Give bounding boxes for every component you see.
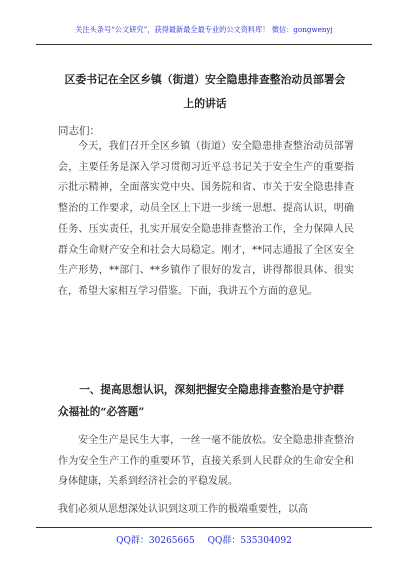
section-paragraph: 安全生产是民生大事，一丝一毫不能放松。安全隐患排查整治作为安全生产工作的重要环节，直接关系到人民群众的生命安全和身体健康，关系到经济社会的平稳发展。 (58, 435, 354, 488)
footer-divider (36, 527, 372, 528)
document-title: 区委书记在全区乡镇（街道）安全隐患排查整治动员部署会上的讲话 (64, 73, 346, 110)
salutation: 同志们： (58, 125, 100, 137)
section-heading: 一、提高思想认识，深刻把握安全隐患排查整治是守护群众福祉的“必答题” (58, 384, 345, 418)
section-paragraph-continued: 我们必须从思想深处认识到这项工作的极端重要性，以高 (58, 504, 308, 515)
intro-paragraph: 今天，我们召开全区乡镇（街道）安全隐患排查整治动员部署会，主要任务是深入学习贯彻习近平总书记关于安全生产的重要指示批示精神，全面落实党中央、国务院和省、市关于安全隐患排查整治的工作要求，动员全区上下进一步统一思想、提高认识，明确任务、压实责任，扎实开展安全隐患排查整治工作，全力保障人民群众生命财产安全和社会大局稳定。刚才，**同志通报了全区安全生产形势，**部门、**乡镇作了很好的发言，讲得都很具体、很实在，希望大家相互学习借鉴。下面，我讲五个方面的意见。 (58, 141, 354, 297)
header-promo-text: 关注头条号“公文研究”，获得最新最全最专业的公文资料库！ 微信：gongwenyj (75, 25, 333, 34)
footer-qq-text: QQ群：30265665 QQ群：535304092 (116, 536, 292, 546)
header-divider (36, 44, 372, 45)
